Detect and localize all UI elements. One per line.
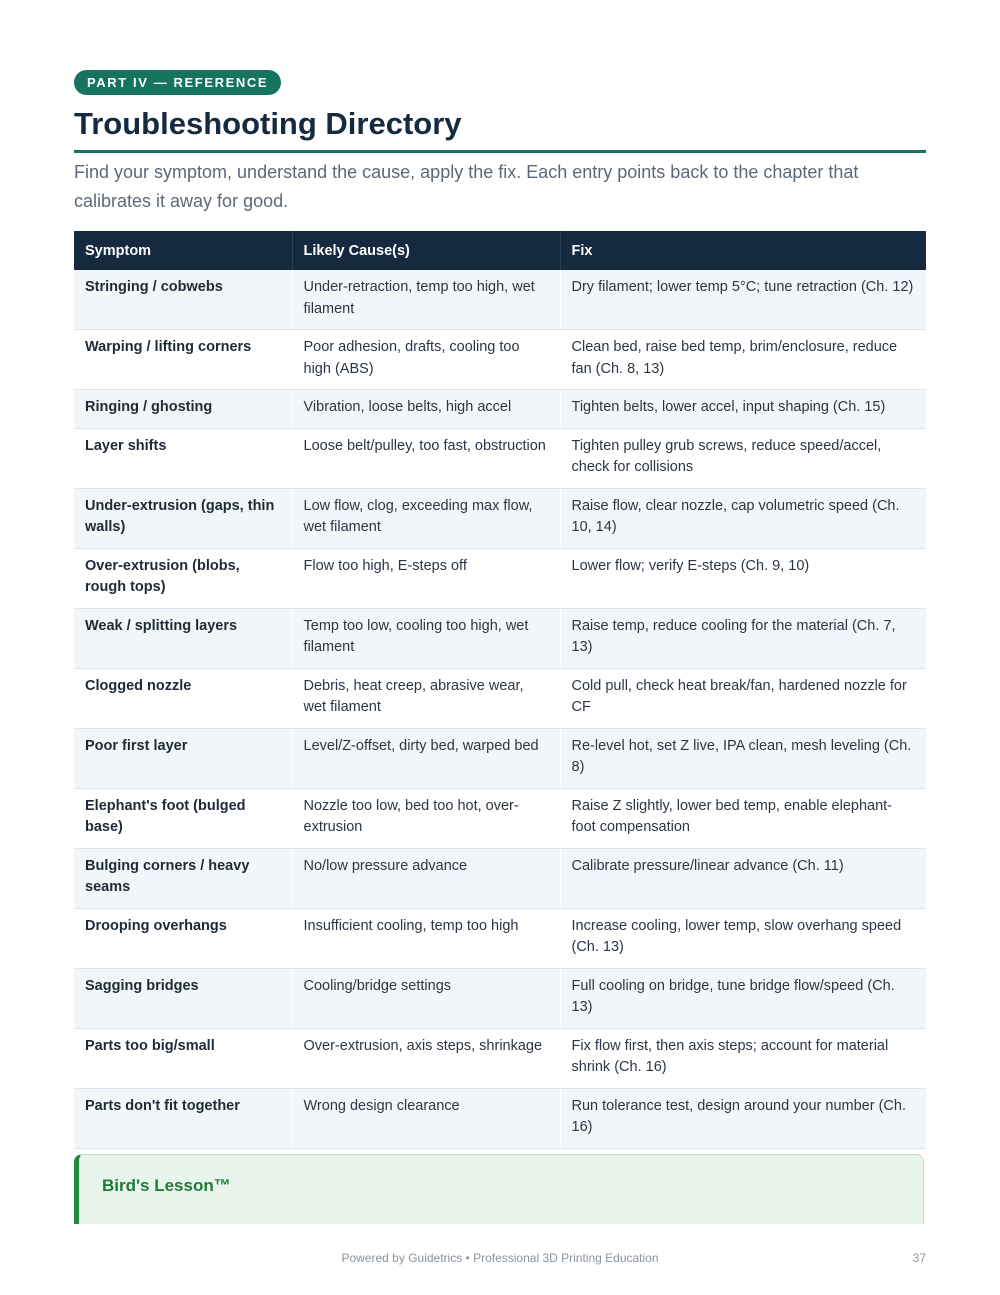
symptom-cell: Weak / splitting layers (74, 608, 292, 668)
page-number: 37 (912, 1251, 926, 1265)
symptom-cell: Layer shifts (74, 428, 292, 488)
fix-cell: Re-level hot, set Z live, IPA clean, mesh leveling (Ch. 8) (560, 728, 926, 788)
symptom-cell: Poor first layer (74, 728, 292, 788)
cause-cell: Insufficient cooling, temp too high (292, 908, 560, 968)
cause-cell: Vibration, loose belts, high accel (292, 390, 560, 429)
symptom-cell: Warping / lifting corners (74, 330, 292, 390)
cause-cell: Level/Z-offset, dirty bed, warped bed (292, 728, 560, 788)
fix-cell: Raise flow, clear nozzle, cap volumetric speed (Ch. 10, 14) (560, 488, 926, 548)
table-row (74, 1028, 926, 1088)
page-title: Troubleshooting Directory (74, 106, 462, 141)
fix-cell: Clean bed, raise bed temp, brim/enclosure, reduce fan (Ch. 8, 13) (560, 330, 926, 390)
header-cause: Likely Cause(s) (292, 231, 560, 270)
symptom-cell: Parts too big/small (74, 1028, 292, 1088)
birds-lesson-callout (74, 1154, 924, 1224)
cause-cell: Loose belt/pulley, too fast, obstruction (292, 428, 560, 488)
cause-cell: Nozzle too low, bed too hot, over-extrusion (292, 788, 560, 848)
fix-cell: Raise temp, reduce cooling for the material (Ch. 7, 13) (560, 608, 926, 668)
table-row (74, 390, 926, 429)
cause-cell: Poor adhesion, drafts, cooling too high (ABS) (292, 330, 560, 390)
cause-cell: Low flow, clog, exceeding max flow, wet filament (292, 488, 560, 548)
table-row (74, 270, 926, 330)
fix-cell: Run tolerance test, design around your number (Ch. 16) (560, 1088, 926, 1148)
fix-cell: Increase cooling, lower temp, slow overhang speed (Ch. 13) (560, 908, 926, 968)
title-divider (74, 150, 926, 153)
footer-text: Powered by Guidetrics • Professional 3D Printing Education (341, 1251, 659, 1265)
symptom-cell: Over-extrusion (blobs, rough tops) (74, 548, 292, 608)
symptom-cell: Drooping overhangs (74, 908, 292, 968)
cause-cell: Temp too low, cooling too high, wet filament (292, 608, 560, 668)
symptom-cell: Ringing / ghosting (74, 390, 292, 429)
cause-cell: Debris, heat creep, abrasive wear, wet filament (292, 668, 560, 728)
cause-cell: Over-extrusion, axis steps, shrinkage (292, 1028, 560, 1088)
table-row (74, 548, 926, 608)
header-fix: Fix (560, 231, 926, 270)
fix-cell: Raise Z slightly, lower bed temp, enable elephant-foot compensation (560, 788, 926, 848)
table-row (74, 668, 926, 728)
table-body (74, 270, 926, 1148)
table-row (74, 968, 926, 1028)
fix-cell: Calibrate pressure/linear advance (Ch. 11) (560, 848, 926, 908)
cause-cell: Wrong design clearance (292, 1088, 560, 1148)
fix-cell: Tighten belts, lower accel, input shaping (Ch. 15) (560, 390, 926, 429)
table-header-row (74, 231, 926, 270)
fix-cell: Tighten pulley grub screws, reduce speed/accel, check for collisions (560, 428, 926, 488)
table-row (74, 428, 926, 488)
symptom-cell: Stringing / cobwebs (74, 270, 292, 330)
fix-cell: Cold pull, check heat break/fan, hardened nozzle for CF (560, 668, 926, 728)
table-row (74, 1088, 926, 1148)
symptom-cell: Bulging corners / heavy seams (74, 848, 292, 908)
fix-cell: Dry filament; lower temp 5°C; tune retraction (Ch. 12) (560, 270, 926, 330)
fix-cell: Full cooling on bridge, tune bridge flow/speed (Ch. 13) (560, 968, 926, 1028)
section-badge: PART IV — REFERENCE (74, 70, 281, 95)
cause-cell: Cooling/bridge settings (292, 968, 560, 1028)
table-row (74, 608, 926, 668)
table-row (74, 728, 926, 788)
callout-title: Bird's Lesson™ (102, 1176, 231, 1195)
symptom-cell: Parts don't fit together (74, 1088, 292, 1148)
cause-cell: No/low pressure advance (292, 848, 560, 908)
troubleshooting-table (74, 231, 926, 1149)
symptom-cell: Clogged nozzle (74, 668, 292, 728)
symptom-cell: Under-extrusion (gaps, thin walls) (74, 488, 292, 548)
table-row (74, 330, 926, 390)
intro-text: Find your symptom, understand the cause, apply the fix. Each entry points back to the chapter that calibrates it away for good. (74, 162, 859, 211)
header-symptom: Symptom (74, 231, 292, 270)
fix-cell: Lower flow; verify E-steps (Ch. 9, 10) (560, 548, 926, 608)
cause-cell: Flow too high, E-steps off (292, 548, 560, 608)
cause-cell: Under-retraction, temp too high, wet filament (292, 270, 560, 330)
table-row (74, 848, 926, 908)
symptom-cell: Sagging bridges (74, 968, 292, 1028)
table-row (74, 908, 926, 968)
symptom-cell: Elephant's foot (bulged base) (74, 788, 292, 848)
table-row (74, 488, 926, 548)
table-row (74, 788, 926, 848)
fix-cell: Fix flow first, then axis steps; account for material shrink (Ch. 16) (560, 1028, 926, 1088)
